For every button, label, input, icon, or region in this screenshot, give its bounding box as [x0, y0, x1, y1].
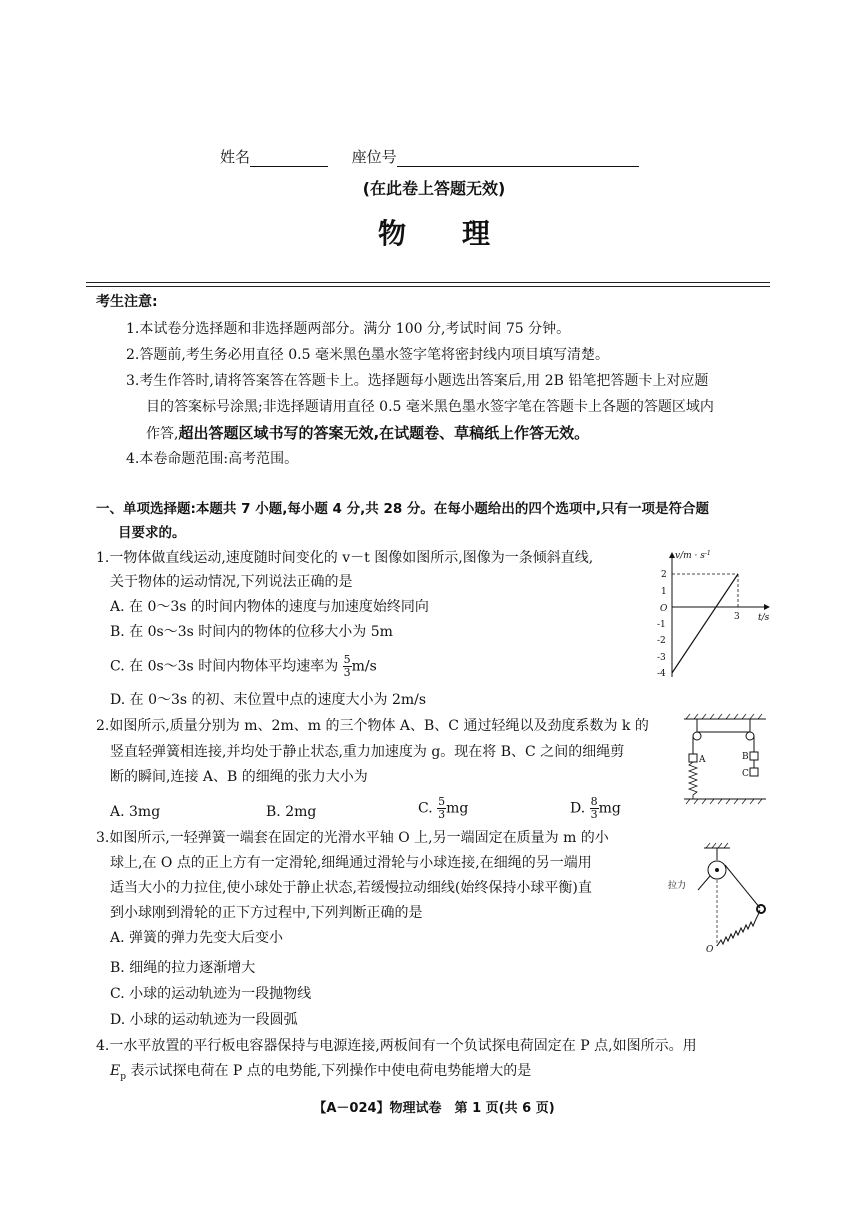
- block-b: [750, 752, 758, 760]
- q1-stem: 1.一物体做直线运动,速度随时间变化的 v－t 图像如图所示,图像为一条倾斜直线,: [96, 550, 594, 566]
- svg-text:A: A: [699, 755, 706, 765]
- pulley-right: [746, 732, 754, 740]
- q2-option-c: C. $\frac{5}{3}$ mg: [418, 795, 469, 821]
- origin-label: O: [660, 604, 668, 614]
- block-a: [689, 754, 697, 762]
- block-c: [750, 768, 758, 776]
- y-tick: -3: [657, 653, 666, 663]
- invalid-note: (在此卷上答题无效): [362, 179, 506, 198]
- spring-pulley-figure: [664, 838, 774, 956]
- spring: [717, 910, 760, 946]
- name-blank: [250, 148, 328, 167]
- pulley-left: [693, 732, 701, 740]
- q1-stem: 关于物体的运动情况,下列说法正确的是: [110, 574, 353, 590]
- name-seat-row: [220, 146, 639, 167]
- vt-line: [672, 574, 738, 673]
- q2-stem: 断的瞬间,连接 A、B 的细绳的张力大小为: [110, 769, 368, 785]
- q1-option-b: B. 在 0s～3s 时间内的物体的位移大小为 5m: [110, 624, 393, 640]
- y-tick: -1: [657, 620, 666, 630]
- v-axis-label: $v/m \cdot s^{-1}$: [675, 550, 711, 561]
- axis-o-label: O: [706, 945, 714, 955]
- x-tick: 3: [734, 612, 740, 622]
- name-label: 姓名: [220, 148, 251, 166]
- q1-option-a: A. 在 0～3s 的时间内物体的速度与加速度始终同向: [110, 599, 429, 615]
- pull-rope: [698, 876, 710, 890]
- t-axis-label: t/s: [758, 613, 770, 623]
- divider-bottom: [86, 286, 770, 287]
- notice-item: 4.本卷命题范围:高考范围。: [126, 451, 299, 467]
- q3-stem: 3.如图所示,一轻弹簧一端套在固定的光滑水平轴 O 上,另一端固定在质量为 m 的小: [96, 830, 609, 846]
- notice-heading: 考生注意:: [96, 294, 158, 310]
- string: [725, 865, 760, 908]
- notice-item: 作答,超出答题区域书写的答案无效,在试题卷、草稿纸上作答无效。: [146, 424, 590, 442]
- y-tick: 1: [661, 587, 667, 597]
- notice-item: 目的答案标号涂黑;非选择题请用直径 0.5 毫米黑色墨水签字笔在答题卡上各题的答题区域内: [146, 399, 714, 415]
- section-heading: 一、单项选择题:本题共 7 小题,每小题 4 分,共 28 分。在每小题给出的四个选项中,只有一项是符合题: [96, 501, 710, 517]
- seat-blank: [397, 148, 639, 167]
- page-footer: 【A－024】物理试卷 第 1 页(共 6 页): [313, 1101, 555, 1116]
- notice-item: 1.本试卷分选择题和非选择题两部分。满分 100 分,考试时间 75 分钟。: [126, 321, 571, 337]
- y-tick: -2: [657, 636, 666, 646]
- q2-option-a: A. 3mg: [110, 804, 161, 820]
- section-heading-cont: 目要求的。: [118, 525, 186, 541]
- q1-option-c: C. 在 0s～3s 时间内物体平均速率为 $\frac{5}{3}$ m/s: [110, 653, 377, 679]
- y-tick: -4: [657, 669, 666, 679]
- fraction: $\frac{5}{3}$: [438, 795, 446, 821]
- notice-item: 3.考生作答时,请将答案答在答题卡上。选择题每小题选出答案后,用 2B 铅笔把答题卡上对应题: [126, 373, 709, 389]
- q3-option-b: B. 细绳的拉力逐渐增大: [110, 960, 256, 976]
- divider-top: [86, 282, 770, 283]
- q3-stem: 到小球刚到滑轮的正下方过程中,下列判断正确的是: [110, 905, 423, 921]
- seat-label: 座位号: [351, 148, 397, 166]
- q3-option-c: C. 小球的运动轨迹为一段抛物线: [110, 986, 312, 1002]
- pulley-spring-figure: [680, 712, 770, 808]
- q2-option-d: D. $\frac{8}{3}$ mg: [570, 795, 621, 821]
- q2-option-b: B. 2mg: [266, 804, 317, 820]
- q3-stem: 球上,在 O 点的正上方有一定滑轮,细绳通过滑轮与小球连接,在细绳的另一端用: [110, 855, 592, 871]
- q3-option-d: D. 小球的运动轨迹为一段圆弧: [110, 1012, 298, 1028]
- q2-stem: 竖直轻弹簧相连接,并均处于静止状态,重力加速度为 g。现在将 B、C 之间的细绳剪: [110, 744, 625, 760]
- pull-force-label: 拉力: [668, 881, 687, 891]
- page-title: 物 理: [377, 217, 490, 250]
- notice-item: 2.答题前,考生务必用直径 0.5 毫米黑色墨水签字笔将密封线内项目填写清楚。: [126, 347, 609, 363]
- svg-text:C: C: [742, 769, 749, 779]
- svg-text:B: B: [742, 752, 749, 762]
- q2-stem: 2.如图所示,质量分别为 m、2m、m 的三个物体 A、B、C 通过轻绳以及劲度系数为 k 的: [96, 718, 649, 734]
- q4-stem: $E_p$ 表示试探电荷在 P 点的电势能,下列操作中使电荷电势能增大的是: [110, 1063, 532, 1082]
- vt-graph: [645, 545, 775, 685]
- spring: [689, 762, 697, 799]
- notice-emphasis: 超出答题区域书写的答案无效,在试题卷、草稿纸上作答无效。: [178, 424, 590, 442]
- q3-stem: 适当大小的力拉住,使小球处于静止状态,若缓慢拉动细线(始终保持小球平衡)直: [110, 880, 592, 896]
- ball: [757, 905, 765, 913]
- fraction: $\frac{5}{3}$: [343, 653, 351, 679]
- q4-stem: 4.一水平放置的平行板电容器保持与电源连接,两板间有一个负试探电荷固定在 P 点,如图所示。用: [96, 1038, 697, 1054]
- q3-option-a: A. 弹簧的弹力先变大后变小: [110, 930, 284, 946]
- fraction: $\frac{8}{3}$: [590, 795, 598, 821]
- q1-option-d: D. 在 0～3s 的初、末位置中点的速度大小为 2m/s: [110, 692, 427, 708]
- y-tick: 2: [661, 570, 667, 580]
